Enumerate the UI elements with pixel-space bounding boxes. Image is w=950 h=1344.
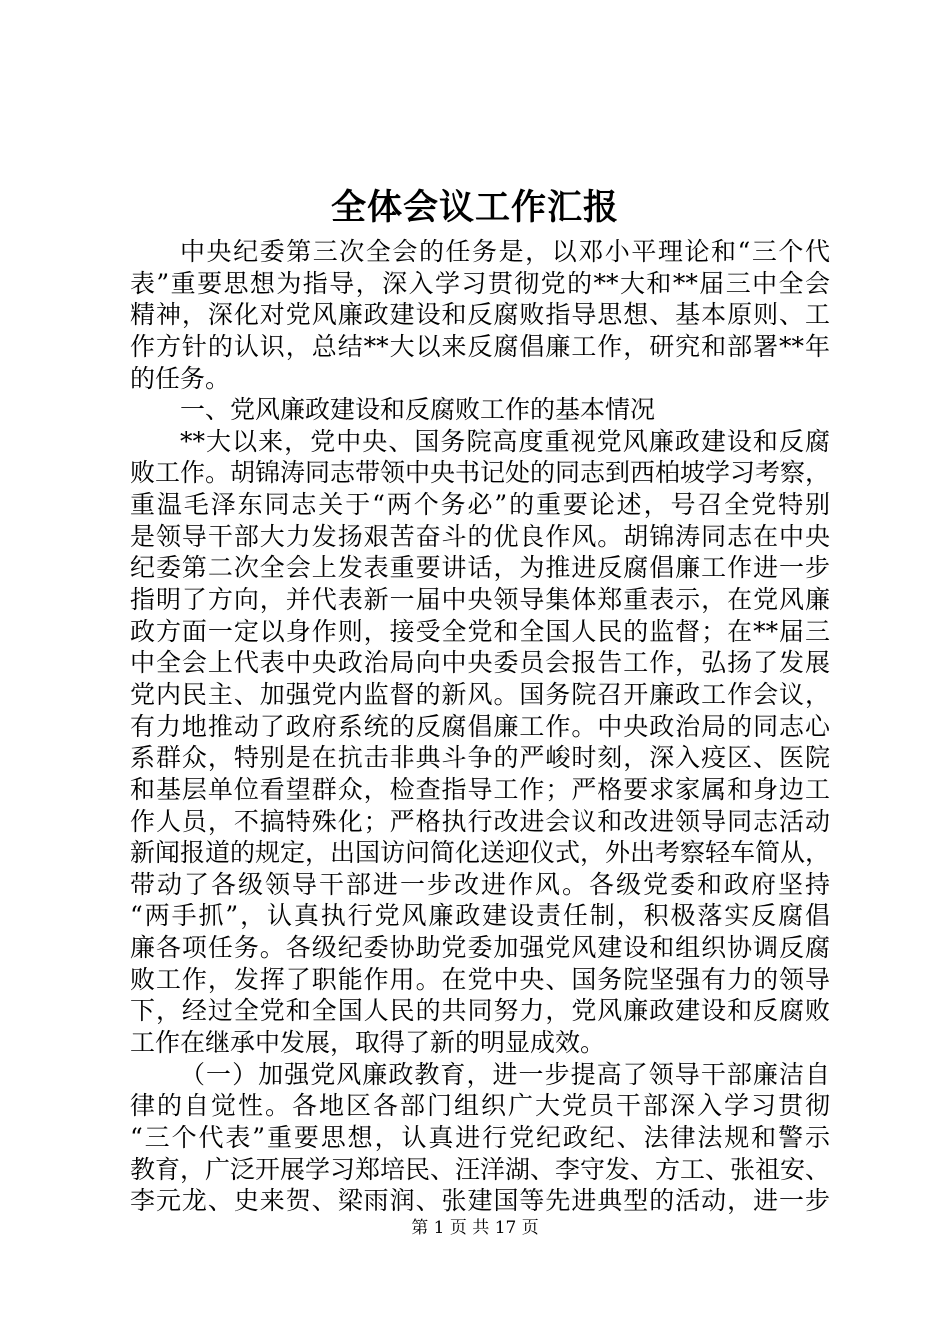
text-line: 带动了各级领导干部进一步改进作风。各级党委和政府坚持 bbox=[130, 869, 830, 899]
text-line: 中央纪委第三次全会的任务是，以邓小平理论和“三个代 bbox=[180, 237, 830, 266]
subsection-line: （一）加强党风廉政教育，进一步提高了领导干部廉洁自 bbox=[180, 1059, 830, 1089]
text-line: 表”重要思想为指导，深入学习贯彻党的**大和**届三中全会 bbox=[130, 268, 830, 298]
text-line: 党内民主、加强党内监督的新风。国务院召开廉政工作会议， bbox=[130, 679, 830, 709]
text-line: 是领导干部大力发扬艰苦奋斗的优良作风。胡锦涛同志在中央 bbox=[130, 521, 830, 551]
text-line: 李元龙、史来贺、梁雨润、张建国等先进典型的活动，进一步 bbox=[130, 1186, 830, 1216]
text-line: 教育，广泛开展学习郑培民、汪洋湖、李守发、方工、张祖安、 bbox=[130, 1154, 831, 1184]
text-line: 纪委第二次全会上发表重要讲话，为推进反腐倡廉工作进一步 bbox=[130, 553, 830, 583]
page-footer: 第 1 页 共 17 页 bbox=[411, 1218, 539, 1238]
text-line: “三个代表”重要思想，认真进行党纪政纪、法律法规和警示 bbox=[130, 1122, 830, 1152]
document-title: 全体会议工作汇报 bbox=[330, 187, 619, 228]
text-line: 政方面一定以身作则，接受全党和全国人民的监督；在**届三 bbox=[130, 616, 830, 646]
text-line: 重温毛泽东同志关于“两个务必”的重要论述，号召全党特别 bbox=[130, 490, 830, 520]
text-line: 新闻报道的规定，出国访问简化送迎仪式，外出考察轻车简从， bbox=[130, 838, 831, 868]
text-line: 中全会上代表中央政治局向中央委员会报告工作，弘扬了发展 bbox=[130, 648, 830, 678]
text-line: 律的自觉性。各地区各部门组织广大党员干部深入学习贯彻 bbox=[130, 1091, 830, 1121]
text-line: 作人员，不搞特殊化；严格执行改进会议和改进领导同志活动 bbox=[130, 806, 830, 836]
text-line: 败工作，发挥了职能作用。在党中央、国务院坚强有力的领导 bbox=[130, 964, 830, 994]
text-line: 下，经过全党和全国人民的共同努力，党风廉政建设和反腐败 bbox=[130, 996, 830, 1026]
text-line: 指明了方向，并代表新一届中央领导集体郑重表示，在党风廉 bbox=[130, 585, 830, 615]
document-body bbox=[130, 236, 830, 1217]
text-line: 作方针的认识，总结**大以来反腐倡廉工作，研究和部署**年 bbox=[130, 331, 830, 361]
text-line: 败工作。胡锦涛同志带领中央书记处的同志到西柏坡学习考察， bbox=[130, 458, 831, 488]
text-line: 的任务。 bbox=[130, 363, 231, 393]
text-line: “两手抓”，认真执行党风廉政建设责任制，积极落实反腐倡 bbox=[130, 901, 830, 931]
section-heading: 一、党风廉政建设和反腐败工作的基本情况 bbox=[180, 395, 656, 425]
text-line: 廉各项任务。各级纪委协助党委加强党风建设和组织协调反腐 bbox=[130, 933, 830, 963]
text-line: 和基层单位看望群众，检查指导工作；严格要求家属和身边工 bbox=[130, 774, 830, 804]
text-line: 精神，深化对党风廉政建设和反腐败指导思想、基本原则、工 bbox=[130, 300, 830, 330]
text-line: 有力地推动了政府系统的反腐倡廉工作。中央政治局的同志心 bbox=[130, 711, 830, 741]
text-line: 工作在继承中发展，取得了新的明显成效。 bbox=[130, 1028, 606, 1058]
text-line: 系群众，特别是在抗击非典斗争的严峻时刻，深入疫区、医院 bbox=[130, 743, 830, 773]
text-line: **大以来，党中央、国务院高度重视党风廉政建设和反腐 bbox=[180, 426, 830, 456]
